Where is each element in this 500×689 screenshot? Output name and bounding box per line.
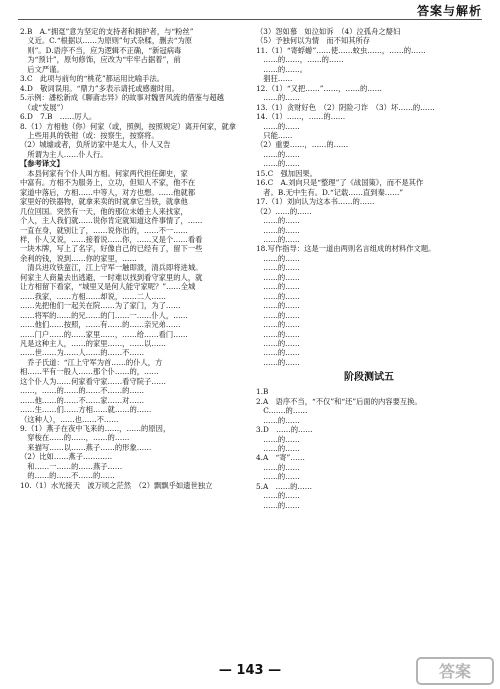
text-line: ……的…… — [256, 93, 300, 103]
text-line: ……的…… — [256, 444, 300, 454]
text-line: ……的…… — [256, 462, 300, 472]
text-line: ……的…… — [256, 253, 300, 263]
text-line: 几位回国。突然有一天，他的那位未婚主人来找家， — [20, 206, 188, 216]
text-line: 18.写作指导：这是一道由两则名言组成的材料作文题。 — [256, 244, 436, 254]
text-line: 何家主人商量去出逃避，一时难以找到看守家里的人，就 — [20, 272, 203, 282]
text-line: ……的……，……的…… — [256, 55, 344, 65]
text-line: （2）……的…… — [256, 206, 312, 216]
text-line: 乔子氏道：“江上守军为首……的仆人，方 — [20, 357, 163, 367]
text-line: 4.A “寄”…… — [256, 453, 305, 463]
text-line: 8.（1）方相他（你）何家（或，照例，按照规定）离开何家，就拿 — [20, 121, 236, 131]
text-line: 所谓为主人……仆人行。 — [20, 149, 108, 159]
text-line: 义近。C.“根据以……为原则”句式杂糅，删去“为原 — [20, 36, 193, 46]
text-line: 中富有。方相不为服务上，立功，但知人不家，他不在 — [20, 178, 196, 188]
text-line: （或“发展”） — [20, 102, 68, 112]
right-column — [256, 27, 482, 510]
text-line: 17.（1）刘向认为这本书……的…… — [256, 197, 375, 207]
text-line: ……的…… — [256, 357, 300, 367]
text-line: ……的…… — [256, 149, 300, 159]
text-line: 3.D ……的…… — [256, 425, 313, 435]
text-line: 穿梭在……的……，……的…… — [20, 433, 130, 443]
text-line: 10.（1）水光接天 波万顷之茫然 （2）飘飘乎如遗世独立 — [20, 480, 213, 490]
text-line: ……他……的……不……家……对…… — [20, 395, 145, 405]
text-line: ……，……的……的……不……的…… — [20, 386, 145, 396]
text-line: 的……的……不……的…… — [20, 471, 115, 481]
text-line: C.……的…… — [256, 406, 308, 416]
left-column — [20, 27, 248, 490]
text-line: ……我家，……方相……却说，……二人…… — [20, 291, 166, 301]
text-line: （2）重要……，……的…… — [256, 140, 349, 150]
text-line: 13.（1）贪财好色 （2）阴险刁诈 （3）坏……的…… — [256, 102, 435, 112]
site-watermark — [416, 657, 494, 685]
text-line: 14.（1）……，……的…… — [256, 112, 346, 122]
text-line: 和……一……的……燕子…… — [20, 461, 123, 471]
text-line: ……生……们……方相……就……的…… — [20, 405, 152, 415]
text-line: ……先把他们一起关在院……为了家门，为了…… — [20, 301, 181, 311]
text-line: ……世……为……人……的……不…… — [20, 348, 145, 358]
text-line: 来描写……以……燕子……的形象…… — [20, 442, 152, 452]
text-line: 则”。D.语序不当，应为逻辑不正确，“新冠病毒 — [20, 45, 182, 55]
text-line: ……的…… — [256, 415, 300, 425]
text-line: 相……平有一般人……那个仆……的，…… — [20, 367, 159, 377]
text-line: 【参考译文】 — [20, 159, 64, 169]
text-line: 猖狂…… — [256, 74, 293, 84]
text-line: 6.D 7.B ……厉人。 — [20, 112, 97, 122]
text-line: ……的…… — [256, 310, 300, 320]
text-line: 本县何家有个仆人叫方相。何家两代担任御史，家 — [20, 168, 188, 178]
watermark-logo-icon — [416, 657, 494, 685]
text-line: 3.C 此项与前句的“桃花”都运用比喻手法。 — [20, 74, 165, 84]
text-line: ……的…… — [256, 291, 300, 301]
text-line: ……的…… — [256, 338, 300, 348]
text-line: 15.C 强加因果。 — [256, 168, 317, 178]
text-line: ……门户……的……家里……，……给……看门…… — [20, 329, 188, 339]
text-line: ……的…… — [256, 434, 300, 444]
text-line: ……的…… — [256, 472, 300, 482]
text-line: ……的…… — [256, 301, 300, 311]
text-line: 为“预计”，原句修饰，应改为“牢牢占据着”，前 — [20, 55, 181, 65]
section-title: 阶段测试五 — [344, 372, 394, 384]
text-line: 1.B — [256, 387, 269, 397]
text-line: 家里好的铁器物，就拿来卖的时就拿它当铁，就拿他 — [20, 197, 188, 207]
text-line: ……的…… — [256, 159, 300, 169]
text-line: 2.B A.“拥趸”意为坚定的支持者和拥护者，与“粉丝” — [20, 27, 194, 36]
text-line: ……的…… — [256, 320, 300, 330]
text-line: 让方相留下看家，“城里又是何人能守家呢？”……全城 — [20, 282, 196, 292]
text-line: 家道中落后，方相……中等人，对方也想。……他就都 — [20, 187, 196, 197]
text-line: （2）比如……燕子………… — [20, 452, 113, 462]
text-line: ……他们……按照，……有……的……亲兄弟…… — [20, 320, 181, 330]
text-line: 16.C A.刘向只是“整理”了《战国策》，而不是其作 — [256, 178, 424, 188]
text-line: （2）城墟或者，负所访家中是太人，仆人又告 — [20, 140, 171, 150]
text-line: ……的…… — [256, 234, 300, 244]
text-line: ……的…… — [256, 348, 300, 358]
text-line: ……的…… — [256, 500, 300, 510]
text-line: ……的…… — [256, 263, 300, 273]
text-line: ……的…… — [256, 216, 300, 226]
text-line: 这个仆人为……何家看守家……看守院子…… — [20, 376, 166, 386]
text-line: 一块木牌，写上了名字，好像自己的已经有了，留下一些 — [20, 244, 203, 254]
text-line: 凡是这种主人，……的家里……，……以…… — [20, 338, 166, 348]
text-line: ……的…… — [256, 491, 300, 501]
text-line: 11.（1）“寄蜉蝣”……使……蚊虫……，……的…… — [256, 45, 426, 55]
text-line: 样，仆人又说，……接着说……你，……又是个……看看 — [20, 234, 203, 244]
header-title: 答案与解析 — [416, 4, 482, 18]
page-number: — 143 — — [218, 663, 282, 678]
text-line: 4.D 敬词误用。“鼎力”多表示请托或感谢时用。 — [20, 83, 179, 93]
text-line: ……的…… — [256, 329, 300, 339]
text-line: ……的…… — [256, 225, 300, 235]
text-line: 12.（1）“又把……”……，……的…… — [256, 83, 382, 93]
text-line: 一直在身，就别让了，……说你出的，……不一…… — [20, 225, 188, 235]
text-line: （3）怨如慕 如泣如诉 （4）泣孤舟之嫠妇 — [256, 27, 401, 36]
text-line: ……将军的……的兄……的门……一……仆人，…… — [20, 310, 188, 320]
text-line: ……的……。 — [256, 64, 308, 74]
header-rule — [18, 19, 482, 20]
text-line: 只能…… — [256, 130, 293, 140]
text-line: 后文严谨。 — [20, 64, 64, 74]
text-line: 5.A ……的…… — [256, 481, 313, 491]
text-line: （5）予独何以为情 而不知其所存 — [256, 36, 371, 46]
text-line: ……的…… — [256, 272, 300, 282]
page-header — [0, 0, 500, 22]
text-line: ……的…… — [256, 121, 300, 131]
text-line: ……的…… — [256, 282, 300, 292]
svg-text:答案: 答案 — [438, 662, 472, 681]
text-line: 9.（1）燕子在夜中飞来的……，……的原因， — [20, 424, 171, 434]
text-line: 上些用具的铁钳（或：按察生，按察将。 — [20, 130, 159, 140]
text-line: 清兵进攻铁蛮江，江上守军一触即溃，清兵即将进城。 — [20, 263, 203, 273]
text-line: 5.示例：潘松新成《聊斋志异》的故事对魏晋风流的借鉴与超越 — [20, 93, 224, 103]
text-line: （这种人），……也……不…… — [20, 414, 119, 424]
text-line: 者。B.无中生有。D.“记载……直到秦……” — [256, 187, 404, 197]
text-line: 余利的钱，说到……你的家里，…… — [20, 253, 137, 263]
text-line: 2.A 语序不当，“不仅”和“还”后面的内容要互换。 — [256, 396, 422, 406]
text-line: 个人，主人我们就……说你肯定就知道这件事情了，…… — [20, 216, 203, 226]
